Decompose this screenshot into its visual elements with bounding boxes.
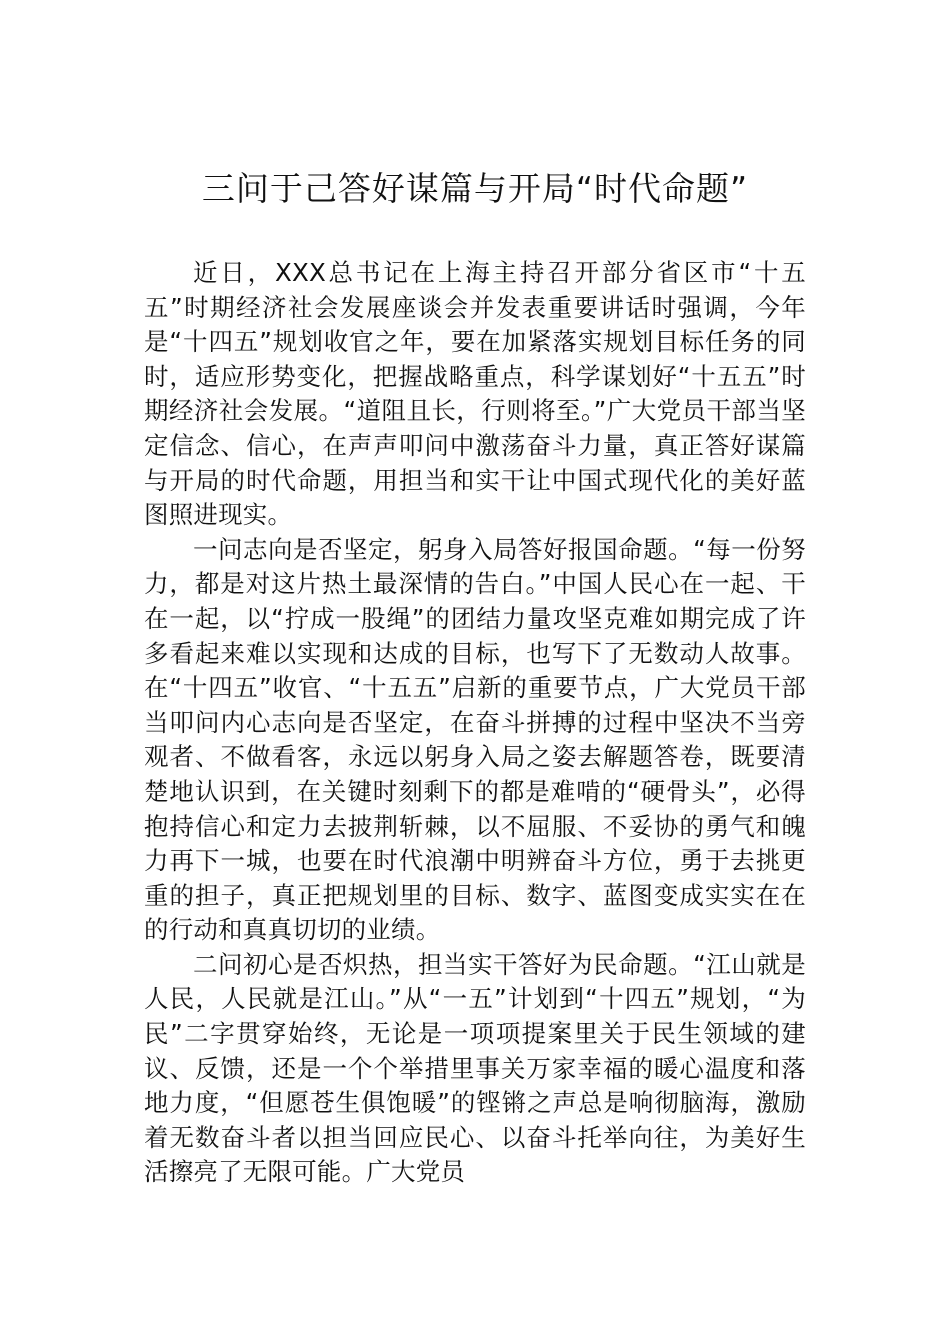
paragraph-intro: 近日，XXX总书记在上海主持召开部分省区市“十五五”时期经济社会发展座谈会并发表重要讲话时强调，今年是“十四五”规划收官之年，要在加紧落实规划目标任务的同时，适应形势变化，把握战略重点，科学谋划好“十五五”时期经济社会发展。“道阻且长，行则将至。”广大党员干部当坚定信念、信心，在声声叩问中激荡奋斗力量，真正答好谋篇与开局的时代命题，用担当和实干让中国式现代化的美好蓝图照进现实。: [144, 258, 806, 530]
paragraph-second-question: 二问初心是否炽热，担当实干答好为民命题。“江山就是人民，人民就是江山。”从“一五”计划到“十四五”规划，“为民”二字贯穿始终，无论是一项项提案里关于民生领域的建议、反馈，还是一个个举措里事关万家幸福的暖心温度和落地力度，“但愿苍生俱饱暖”的铿锵之声总是响彻脑海，激励着无数奋斗者以担当回应民心、以奋斗托举向往，为美好生活擦亮了无限可能。广大党员: [144, 949, 806, 1187]
document-body: [144, 256, 806, 1190]
paragraph-first-question: 一问志向是否坚定，躬身入局答好报国命题。“每一份努力，都是对这片热土最深情的告白。”中国人民心在一起、干在一起，以“拧成一股绳”的团结力量攻坚克难如期完成了许多看起来难以实现和达成的目标，也写下了无数动人故事。在“十四五”收官、“十五五”启新的重要节点，广大党员干部当叩问内心志向是否坚定，在奋斗拼搏的过程中坚决不当旁观者、不做看客，永远以躬身入局之姿去解题答卷，既要清楚地认识到，在关键时刻剩下的都是难啃的“硬骨头”，必得抱持信心和定力去披荆斩棘，以不屈服、不妥协的勇气和魄力再下一城，也要在时代浪潮中明辨奋斗方位，勇于去挑更重的担子，真正把规划里的目标、数字、蓝图变成实实在在的行动和真真切切的业绩。: [144, 534, 806, 945]
document-title: 三问于己答好谋篇与开局“时代命题”: [201, 169, 749, 208]
